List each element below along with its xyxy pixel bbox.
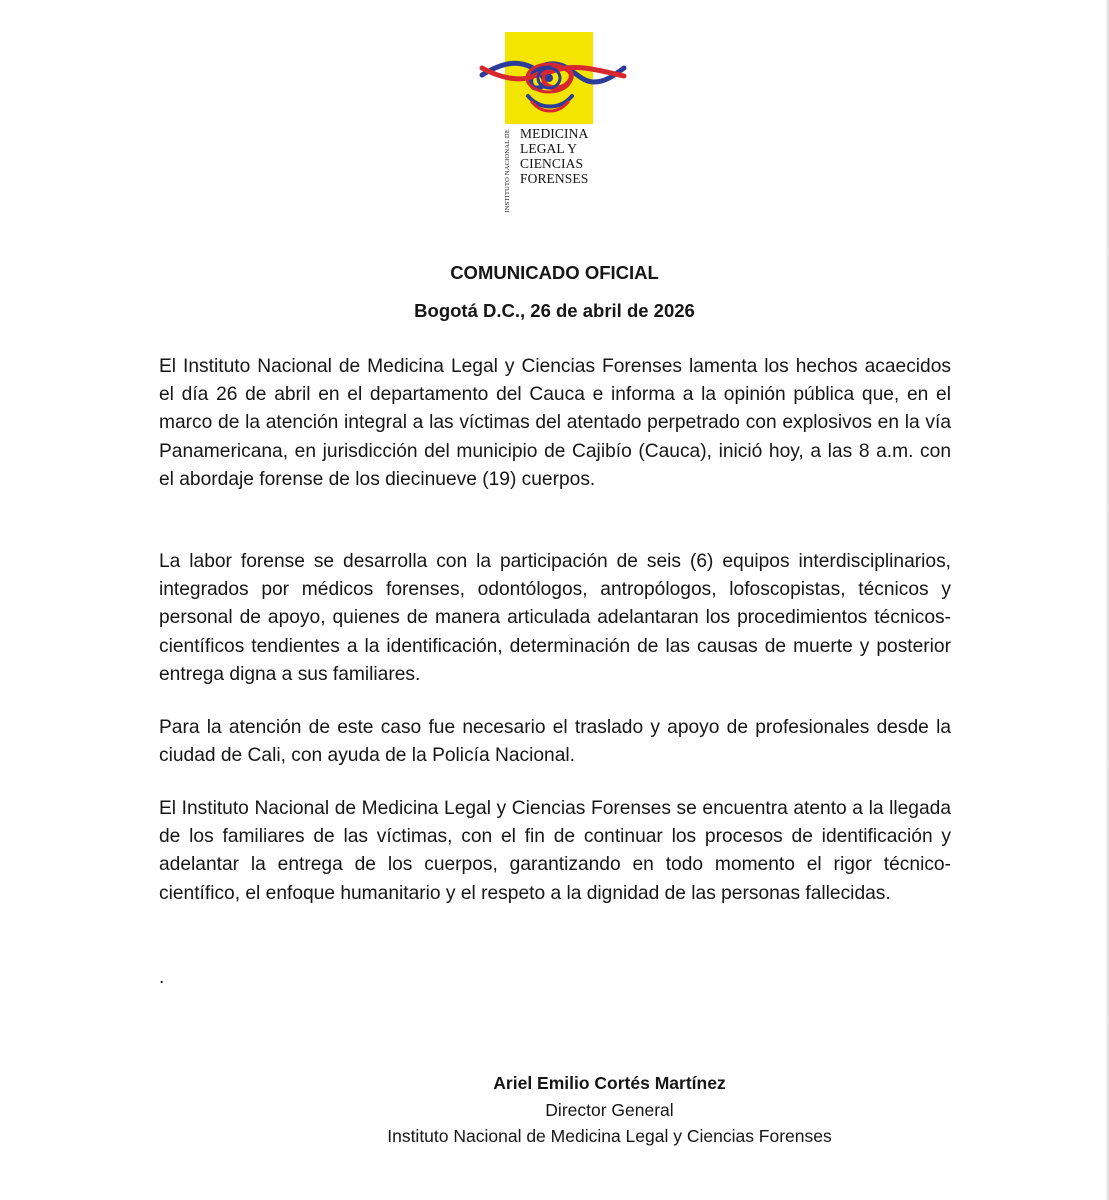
logo-line-4: FORENSES	[520, 171, 589, 186]
logo-line-1: MEDICINA	[520, 126, 589, 141]
document-date: Bogotá D.C., 26 de abril de 2026	[414, 300, 695, 321]
signature-block	[0, 1070, 1109, 1150]
logo-red-wave	[482, 68, 624, 88]
logo-small-text: INSTITUTO NACIONAL DE	[504, 129, 511, 213]
logo-wordmark	[504, 126, 628, 213]
signer-organization: Instituto Nacional de Medicina Legal y Ciencias Forenses	[387, 1126, 832, 1146]
logo-line-3: CIENCIAS	[520, 156, 584, 171]
document-title: COMUNICADO OFICIAL	[450, 262, 659, 283]
paragraph-2: La labor forense se desarrolla con la participación de seis (6) equipos interdisciplinarios, integrados por médicos forenses, odontólogos, antropólogos, lofoscopistas, técnicos y personal de apoyo, quienes de manera articulada adelantaran los procedimientos técnicos-científicos tendientes a la identificación, determinación de las causas de muerte y posterior entrega digna a sus familiares.	[159, 551, 951, 685]
trailing-mark: .	[159, 967, 165, 988]
institute-logo	[478, 30, 628, 213]
paragraph-3: Para la atención de este caso fue necesario el traslado y apoyo de profesionales desde la ciudad de Cali, con ayuda de la Policía Nacional.	[159, 717, 951, 767]
signer-name: Ariel Emilio Cortés Martínez	[493, 1073, 726, 1093]
page-edge-shadow	[1105, 0, 1109, 1200]
logo-eye-pupil	[545, 74, 553, 82]
paragraph-1: El Instituto Nacional de Medicina Legal y Ciencias Forenses lamenta los hechos acaecidos el día 26 de abril en el departamento del Cauca e informa a la opinión pública que, en el marco de la atención integral a las víctimas del atentado perpetrado con explosivos en la vía Panamericana, en jurisdicción del municipio de Cajibío (Cauca), inició hoy, a las 8 a.m. con el abordaje forense de los diecinueve (19) cuerpos.	[159, 356, 951, 490]
signer-role: Director General	[545, 1099, 674, 1120]
logo-line-2: LEGAL Y	[520, 141, 578, 156]
paragraph-4: El Instituto Nacional de Medicina Legal y Ciencias Forenses se encuentra atento a la llegada de los familiares de las víctimas, con el fin de continuar los procesos de identificación y adelantar la entrega de los cuerpos, garantizando en todo momento el rigor técnico-científico, el enfoque humanitario y el respeto a la dignidad de las personas fallecidas.	[159, 798, 951, 904]
eye-emblem-icon	[478, 30, 628, 130]
